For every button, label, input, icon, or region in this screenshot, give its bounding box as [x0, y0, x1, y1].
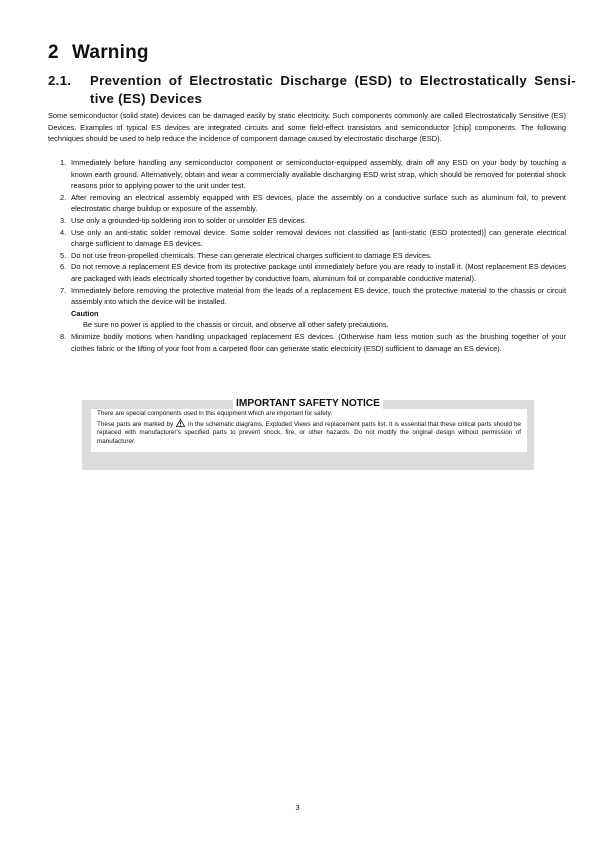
- subsection-heading: [48, 72, 576, 108]
- list-item: [60, 227, 566, 250]
- section-title: Warning: [72, 42, 149, 63]
- caution-text: Be sure no power is applied to the chassis or circuit, and observe all other safety precautions.: [83, 320, 389, 330]
- list-marker: 4.: [60, 227, 67, 237]
- list-marker: 3.: [60, 215, 67, 225]
- safety-notice-body: [91, 409, 527, 452]
- section-heading: [48, 42, 149, 64]
- list-item-text: Immediately before handling any semiconductor component or semiconductor-equipped assembly, drain off any ESD on your body by touching a known earth ground. Alternatively, obtain and wear a commercially available discharging ESD wrist strap, which should be removed for potential shock reasons prior to applying power to the unit under test.: [71, 158, 566, 191]
- list-item: [60, 157, 566, 192]
- list-marker: 1.: [60, 158, 67, 167]
- list-item: [60, 331, 566, 354]
- list-marker: 5.: [60, 250, 67, 260]
- list-item-text: Minimize bodily motions when handling unpackaged replacement ES devices. (Otherwise ham less motion such as the brushing together of your clothes fabric or the lifting of your foot from a carpeted floor can generate static electricity (ESD) sufficient to damage an ES device).: [71, 331, 566, 353]
- list-item-text: Immediately before removing the protective material from the leads of a replacement ES device, touch the protective material to the chassis or circuit assembly into which the device will be installed.: [71, 285, 566, 307]
- subsection-title: Prevention of Electrostatic Discharge (ESD) to Electrostatically Sensi-tive (ES) Devices: [90, 73, 576, 106]
- list-item-text: Use only an anti-static solder removal device. Some solder removal devices not classified as [anti-static (ESD protected)] can generate electrical charge sufficient to damage ES devices.: [71, 227, 566, 249]
- safety-notice-box: [82, 400, 534, 470]
- section-number: 2: [48, 42, 59, 63]
- list-item-text: Do not use freon-propelled chemicals. These can generate electrical charges sufficient to damage ES devices.: [71, 250, 432, 260]
- safety-notice-line-1: There are special components used in this equipment which are important for safety.: [97, 410, 333, 417]
- list-marker: 6.: [60, 262, 67, 272]
- list-item: [60, 215, 566, 227]
- list-item: [60, 250, 566, 262]
- list-item-text: Do not remove a replacement ES device from its protective package until immediately before you are ready to install it. (Most replacement ES devices are packaged with leads electrically shorted together by conductive foam, aluminum foil or comparable conductive material).: [71, 262, 566, 283]
- intro-paragraph: Some semiconductor (solid state) devices can be damaged easily by static electricity. Such components commonly are called Electrostatically Sensitive (ES) Devices. Examples of typical ES devices are integrated circuits and some field-effect transistors and semiconductor [chip] components. The following techniques should be used to help reduce the incidence of component damage caused by electrostatic discharge (ESD).: [48, 111, 566, 144]
- safety-notice-line-2: [97, 419, 521, 447]
- safety-notice-text-before-icon: These parts are marked by: [97, 420, 176, 428]
- warning-triangle-icon: [176, 419, 185, 427]
- list-marker: 8.: [60, 331, 67, 341]
- list-item: [60, 285, 566, 331]
- list-item-text: After removing an electrical assembly equipped with ES devices, place the assembly on a conductive surface such as aluminum foil, to prevent electrostatic charge buildup or exposure of the assembly.: [71, 192, 566, 214]
- list-item: [60, 192, 566, 215]
- caution-title: Caution: [71, 308, 99, 318]
- list-item-text: Use only a grounded-tip soldering iron to solder or unsolder ES devices.: [71, 215, 307, 225]
- page-number: 3: [295, 803, 300, 812]
- list-marker: 7.: [60, 285, 67, 295]
- list-marker: 2.: [60, 192, 67, 202]
- esd-steps-list: [60, 157, 566, 354]
- subsection-number: 2.1.: [48, 73, 72, 88]
- safety-notice-title: IMPORTANT SAFETY NOTICE: [233, 397, 383, 410]
- safety-notice-text-after-icon: in the schematic diagrams, Exploded Views and replacement parts list. It is essential that these critical parts should be replaced with manufacturer's specified parts to prevent shock, fire, or other hazards. Do not modify the original design without permission of manufacturer.: [97, 420, 522, 445]
- list-item: [60, 261, 566, 284]
